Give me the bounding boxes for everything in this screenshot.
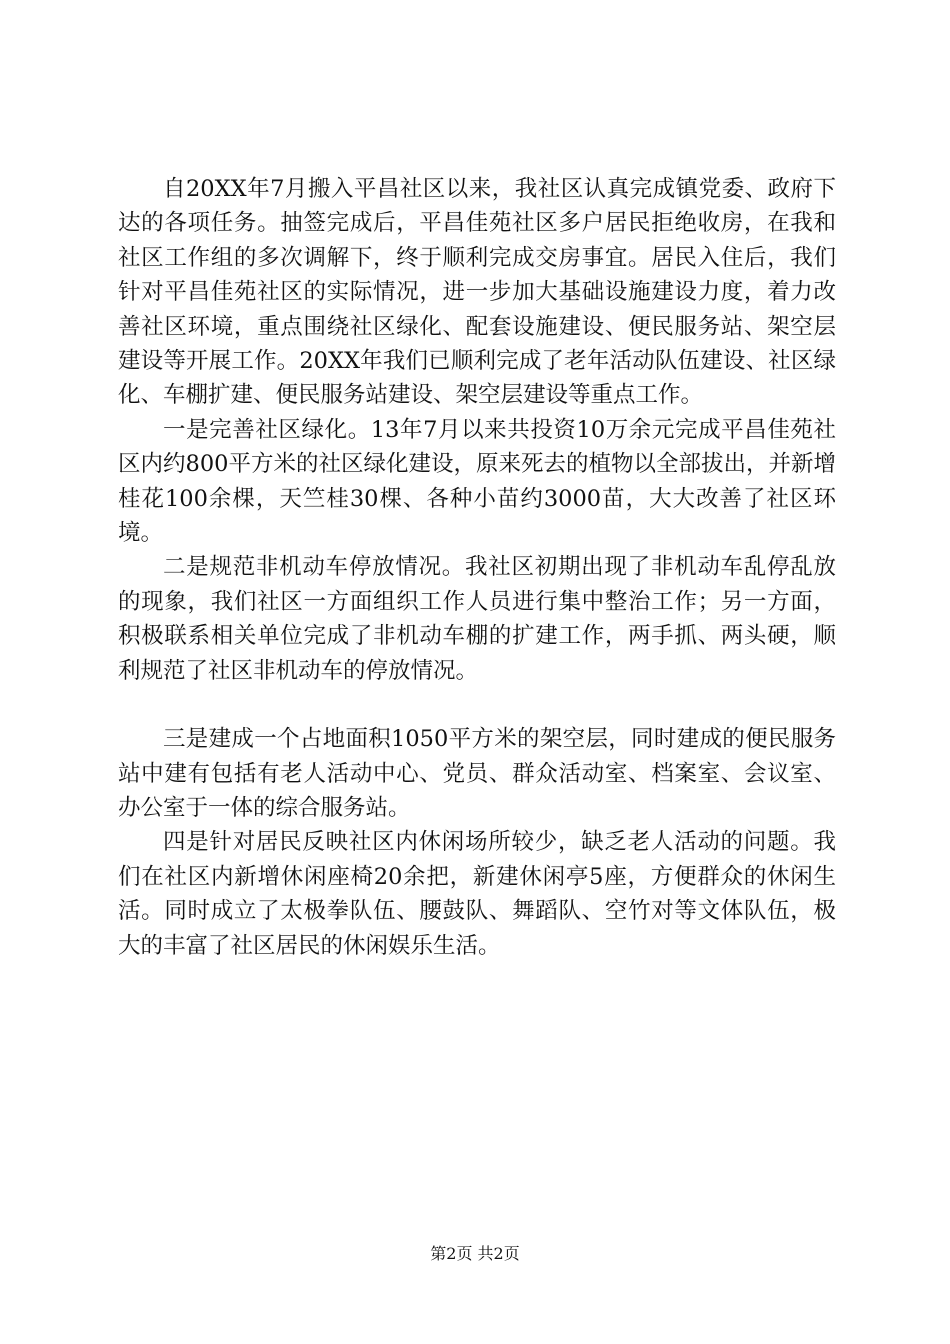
document-body	[118, 172, 836, 963]
paragraph-greening: 一是完善社区绿化。13年7月以来共投资10万余元完成平昌佳苑社区内约800平方米的社区绿化建设，原来死去的植物以全部拔出，并新增桂花100余棵，天竺桂30棵、各种小苗约3000苗，大大改善了社区环境。	[118, 416, 836, 547]
page-number-footer: 第2页 共2页	[430, 1244, 520, 1263]
paragraph-intro: 自20XX年7月搬入平昌社区以来，我社区认真完成镇党委、政府下达的各项任务。抽签完成后，平昌佳苑社区多户居民拒绝收房，在我和社区工作组的多次调解下，终于顺利完成交房事宜。居民入住后，我们针对平昌佳苑社区的实际情况，进一步加大基础设施建设力度，着力改善社区环境，重点围绕社区绿化、配套设施建设、便民服务站、架空层建设等开展工作。20XX年我们已顺利完成了老年活动队伍建设、社区绿化、车棚扩建、便民服务站建设、架空层建设等重点工作。	[118, 176, 836, 409]
paragraph-leisure: 四是针对居民反映社区内休闲场所较少，缺乏老人活动的问题。我们在社区内新增休闲座椅20余把，新建休闲亭5座，方便群众的休闲生活。同时成立了太极拳队伍、腰鼓队、舞蹈队、空竹对等文体队伍，极大的丰富了社区居民的休闲娱乐生活。	[118, 829, 836, 959]
paragraph-parking: 二是规范非机动车停放情况。我社区初期出现了非机动车乱停乱放的现象，我们社区一方面组织工作人员进行集中整治工作；另一方面，积极联系相关单位完成了非机动车棚的扩建工作，两手抓、两头硬，顺利规范了社区非机动车的停放情况。	[118, 554, 836, 684]
paragraph-elevated-floor: 三是建成一个占地面积1050平方米的架空层，同时建成的便民服务站中建有包括有老人活动中心、党员、群众活动室、档案室、会议室、办公室于一体的综合服务站。	[118, 726, 836, 821]
